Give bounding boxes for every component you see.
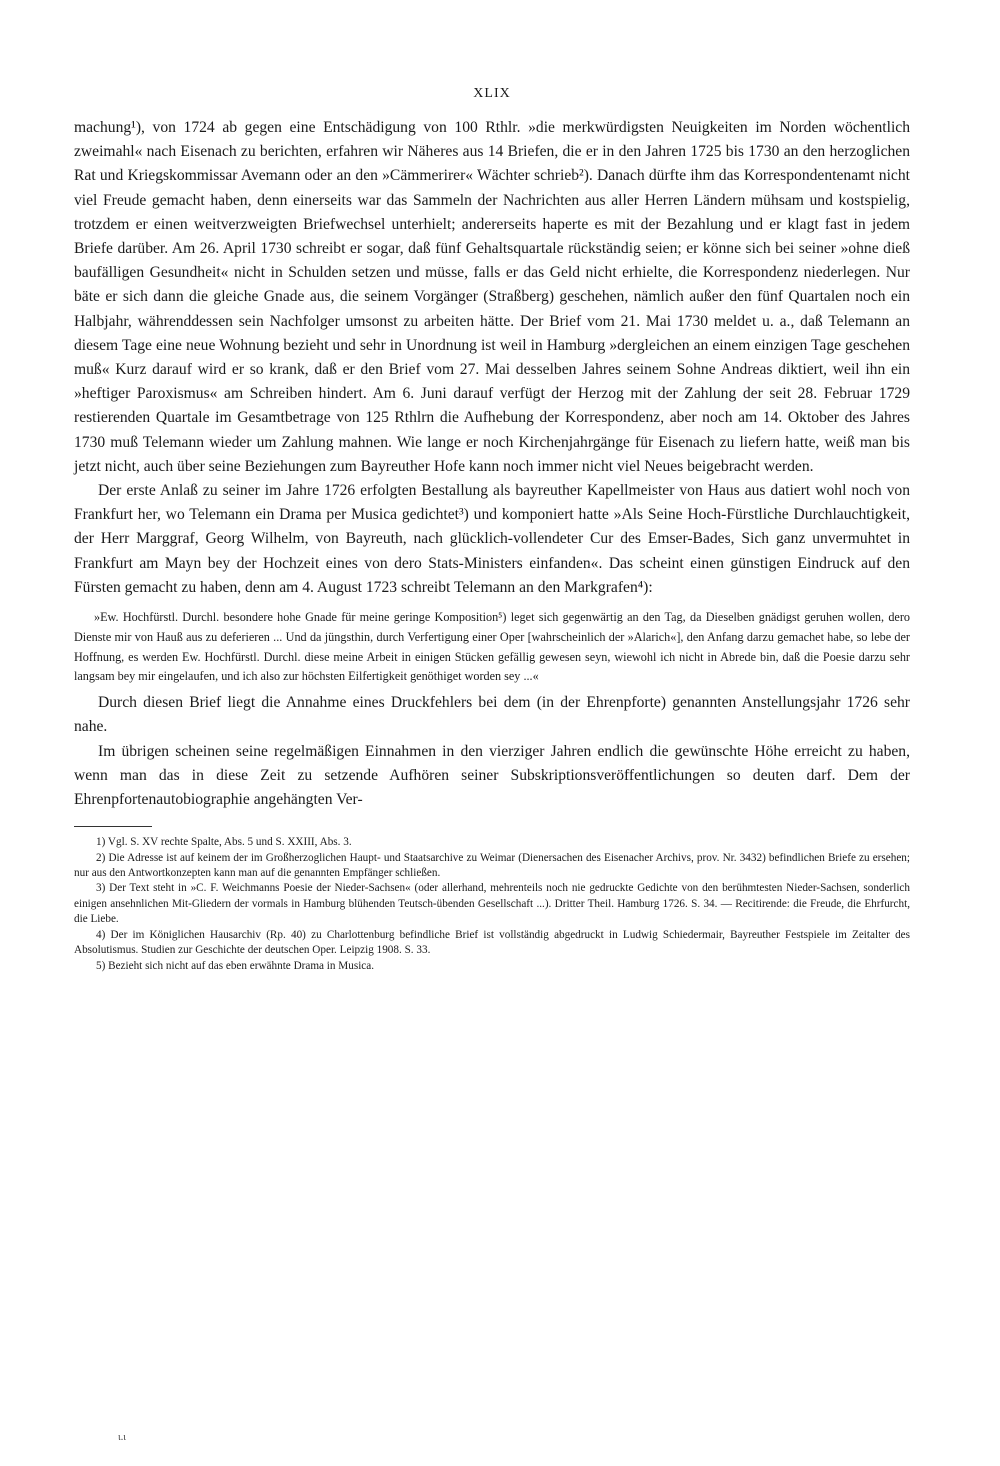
footnote-2: 2) Die Adresse ist auf keinem der im Großherzoglichen Haupt- und Staatsarchive zu Weimar (Dienersachen des Eisenacher Archivs, prov. Nr. 3432) befindlichen Briefe zu ersehen; nur aus den Antwortkonzepten kann man auf die genannten Empfänger schließen. [74, 851, 910, 880]
footnote-3: 3) Der Text steht in »C. F. Weichmanns Poesie der Nieder-Sachsen« (oder allerhand, mehrenteils noch nie gedruckte Gedichte von den berühmtesten Nieder-Sachsen, sonderlich einigen ansehnlichen Mit-Gliedern der vormals in Hamburg blühenden Teutsch-übenden Gesellschaft ...). Dritter Theil. Hamburg 1726. S. 34. — Recitirende: die Freude, die Ehrfurcht, die Liebe. [74, 882, 910, 926]
bottom-mark: ι.ι [118, 1432, 126, 1443]
footnote-4: 4) Der im Königlichen Hausarchiv (Rp. 40) zu Charlottenburg befindliche Brief ist vollständig abgedruckt in Ludwig Schiedermair, Bayreuther Festspiele im Zeitalter des Absolutismus. Studien zur Geschichte der deutschen Oper. Leipzig 1908. S. 33. [74, 928, 910, 957]
document-page [74, 86, 910, 974]
letter-quote: »Ew. Hochfürstl. Durchl. besondere hohe Gnade für meine geringe Komposition⁵) leget sich gegenwärtig an den Tag, da Dieselben gnädigst geruhen wollen, dero Dienste mir von Hauß aus zu deferieren ... Und da jüngsthin, durch Verfertigung einer Oper [wahrscheinlich der »Alarich«], den Anfang darzu gemachet habe, so lebe der Hoffnung, es werden Ew. Hochfürstl. Durchl. diese meine Arbeit in einigen Stücken gefällig gewesen seyn, wiewohl ich nicht in Abrede bin, daß die Poesie darzu sehr langsam bey mir eingelaufen, und ich also zur höchsten Eilfertigkeit genöthiget worden sey ...« [74, 610, 910, 684]
body-paragraph-2: Der erste Anlaß zu seiner im Jahre 1726 erfolgten Bestallung als bayreuther Kapellmeister von Haus aus datiert wohl noch von Frankfurt her, wo Telemann ein Drama per Musica gedichtet³) und komponiert hatte »Als Seine Hoch-Fürstliche Durchlauchtigkeit, der Herr Marggraf, Georg Wilhelm, von Bayreuth, nach glücklich-vollendeter Cur des Emser-Bades, Sich ganz unvermuhtet in Frankfurt am Mayn bey der Hochzeit eines von dero Stats-Ministers einfanden«. Das scheint einen günstigen Eindruck auf den Fürsten gemacht zu haben, denn am 4. August 1723 schreibt Telemann an den Markgrafen⁴): [74, 482, 910, 596]
body-paragraph-1: machung¹), von 1724 ab gegen eine Entschädigung von 100 Rthlr. »die merkwürdigsten Neuigkeiten im Norden wöchentlich zweimahl« nach Eisenach zu berichten, erfahren wir Näheres aus 14 Briefen, die er in den Jahren 1725 bis 1730 an den herzoglichen Rat und Kriegskommissar Avemann oder an den »Cämmerirer« Wächter schrieb²). Danach dürfte ihm das Korrespondentenamt nicht viel Freude gemacht haben, denn einerseits war das Sammeln der Nachrichten aus aller Herren Ländern mühsam und kostspielig, trotzdem er einen weitverzweigten Briefwechsel unterhielt; andererseits haperte es mit der Bezahlung und er klagt fast in jedem Briefe darüber. Am 26. April 1730 schreibt er sogar, daß fünf Gehaltsquartale rückständig seien; er könne sich bei seiner »ohne dieß baufälligen Gesundheit« nicht in Schulden setzen und müsse, falls er das Geld nicht erhielte, die Korrespondenz niederlegen. Nur bäte er sich dann die gleiche Gnade aus, die seinem Vorgänger (Straßberg) geschehen, nämlich außer den fünf Quartalen noch ein Halbjahr, währenddessen sein Nachfolger umsonst zu arbeiten hätte. Der Brief vom 21. Mai 1730 meldet u. a., daß Telemann an diesem Tage eine neue Wohnung bezieht und sehr in Unordnung ist weil in Hamburg »dergleichen an einem einzigen Tage geschehen muß« Kurz darauf wird er so krank, daß er den Brief vom 27. Mai desselben Jahres seinem Sohne Andreas diktiert, weil ihn ein »heftiger Paroxismus« am Schreiben hindert. Am 6. Juni darauf verfügt der Herzog mit der Zahlung der seit 28. Februar 1729 restierenden Quartale im Gesamtbetrage von 125 Rthlrn die Aufhebung der Korrespondenz, aber noch am 14. Oktober des Jahres 1730 muß Telemann wieder um Zahlung mahnen. Wie lange er noch Kirchenjahrgänge für Eisenach zu liefern hatte, weiß man bis jetzt nicht, auch über seine Beziehungen zum Bayreuther Hofe kann noch immer nicht viel Neues beigebracht werden. [74, 119, 910, 475]
body-paragraph-4: Im übrigen scheinen seine regelmäßigen Einnahmen in den vierziger Jahren endlich die gewünschte Höhe erreicht zu haben, wenn man das in diese Zeit zu setzende Aufhören seiner Subskriptionsveröffentlichungen so deuten darf. Dem der Ehrenpfortenautobiographie angehängten Ver- [74, 742, 910, 809]
footnote-divider [74, 826, 152, 827]
footnote-1: 1) Vgl. S. XV rechte Spalte, Abs. 5 und S. XXIII, Abs. 3. [96, 836, 352, 849]
body-paragraph-3: Durch diesen Brief liegt die Annahme eines Druckfehlers bei dem (in der Ehrenpforte) genannten Anstellungsjahr 1726 sehr nahe. [74, 694, 910, 736]
footnote-5: 5) Bezieht sich nicht auf das eben erwähnte Drama in Musica. [96, 959, 375, 972]
page-number: XLIX [473, 86, 511, 101]
